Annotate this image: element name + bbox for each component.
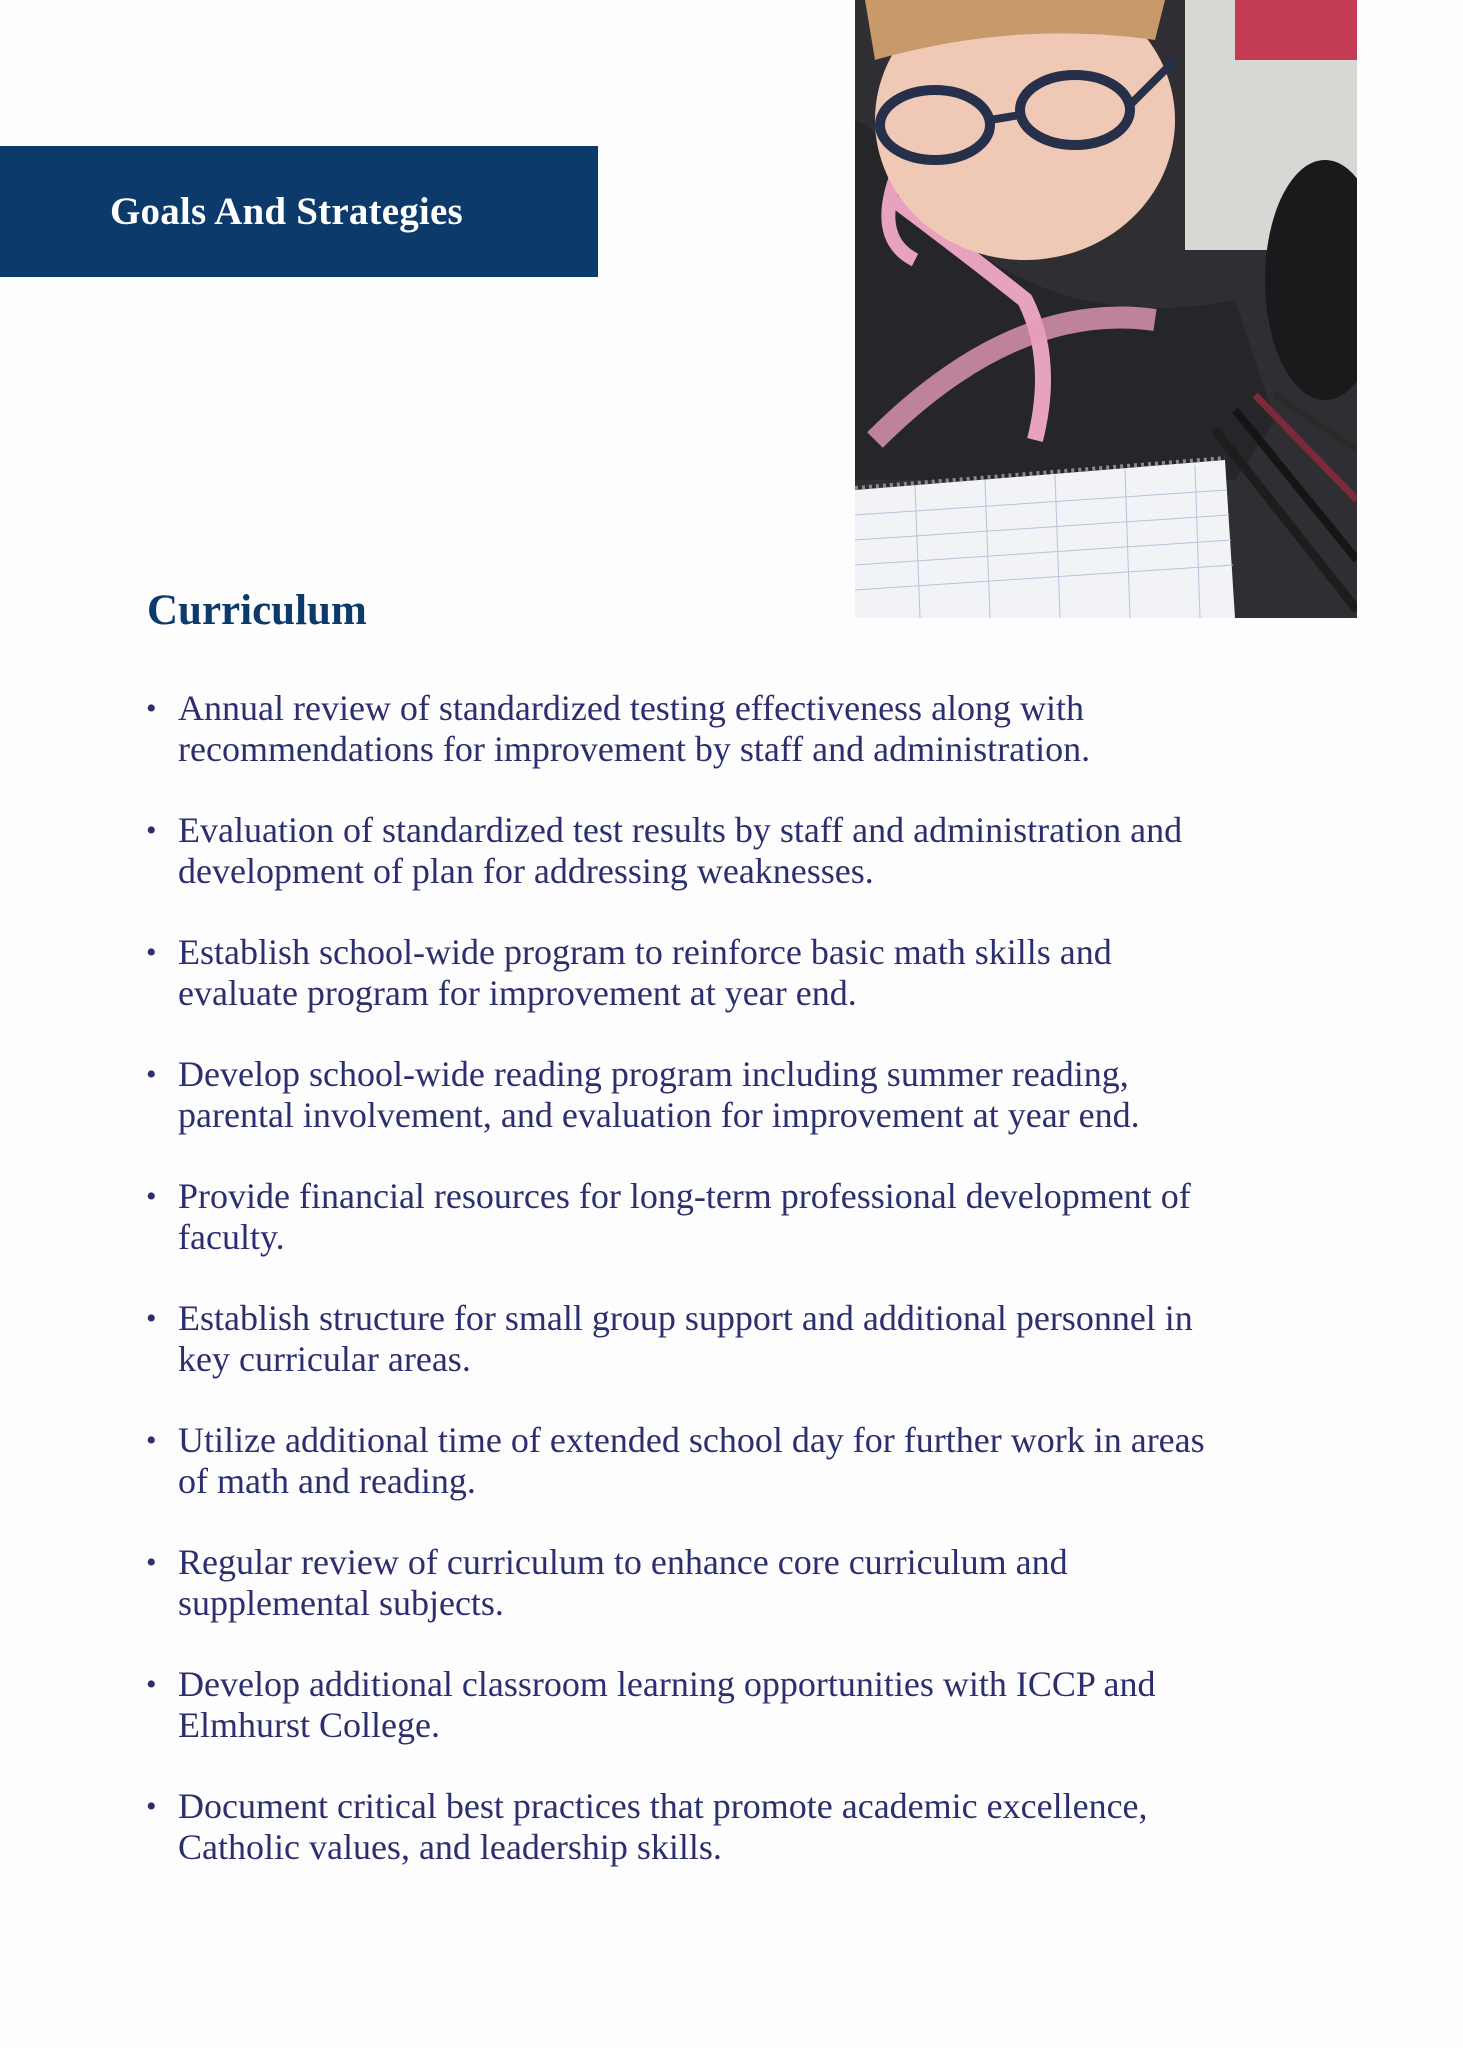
list-item-line: Utilize additional time of extended school day for further work in areas [178,1420,1205,1460]
list-item [140,932,1360,1014]
student-photo-illustration [855,0,1357,618]
list-item [140,1176,1360,1258]
bullet-icon: • [146,1546,157,1579]
bullet-icon: • [146,1668,157,1701]
bullet-icon: • [146,1058,157,1091]
bullet-icon: • [146,814,157,847]
bullet-icon: • [146,1790,157,1823]
list-item [140,1054,1360,1136]
bullet-icon: • [146,1180,157,1213]
bullet-icon: • [146,1424,157,1457]
list-item [140,1664,1360,1746]
list-item-line: Establish school-wide program to reinforce basic math skills and [178,932,1112,972]
list-item-line: Annual review of standardized testing effectiveness along with [178,688,1085,728]
header-banner [0,146,598,277]
student-photo [855,0,1357,618]
list-item-line: Establish structure for small group support and additional personnel in [178,1298,1193,1338]
list-item-line: key curricular areas. [178,1339,471,1379]
curriculum-list [140,688,1360,1908]
list-item [140,1420,1360,1502]
list-item-line: Regular review of curriculum to enhance core curriculum and [178,1542,1068,1582]
bullet-icon: • [146,1302,157,1335]
list-item [140,1298,1360,1380]
list-item-line: Document critical best practices that promote academic excellence, [178,1786,1148,1826]
list-item-line: Develop school-wide reading program including summer reading, [178,1054,1129,1094]
list-item-line: development of plan for addressing weaknesses. [178,851,874,891]
list-item-line: of math and reading. [178,1461,476,1501]
list-item-line: supplemental subjects. [178,1583,504,1623]
section-title: Curriculum [147,587,367,634]
page-title: Goals And Strategies [110,190,463,233]
list-item [140,1542,1360,1624]
list-item-line: Develop additional classroom learning opportunities with ICCP and [178,1664,1156,1704]
bullet-icon: • [146,692,157,725]
list-item-line: evaluate program for improvement at year end. [178,973,857,1013]
list-item [140,688,1360,770]
list-item-line: Elmhurst College. [178,1705,440,1745]
bullet-icon: • [146,936,157,969]
list-item-line: parental involvement, and evaluation for improvement at year end. [178,1095,1140,1135]
list-item [140,1786,1360,1868]
list-item-line: recommendations for improvement by staff and administration. [178,729,1091,769]
list-item-line: Evaluation of standardized test results by staff and administration and [178,810,1183,850]
list-item-line: Provide financial resources for long-term professional development of [178,1176,1191,1216]
list-item-line: Catholic values, and leadership skills. [178,1827,722,1867]
list-item [140,810,1360,892]
list-item-line: faculty. [178,1217,285,1257]
